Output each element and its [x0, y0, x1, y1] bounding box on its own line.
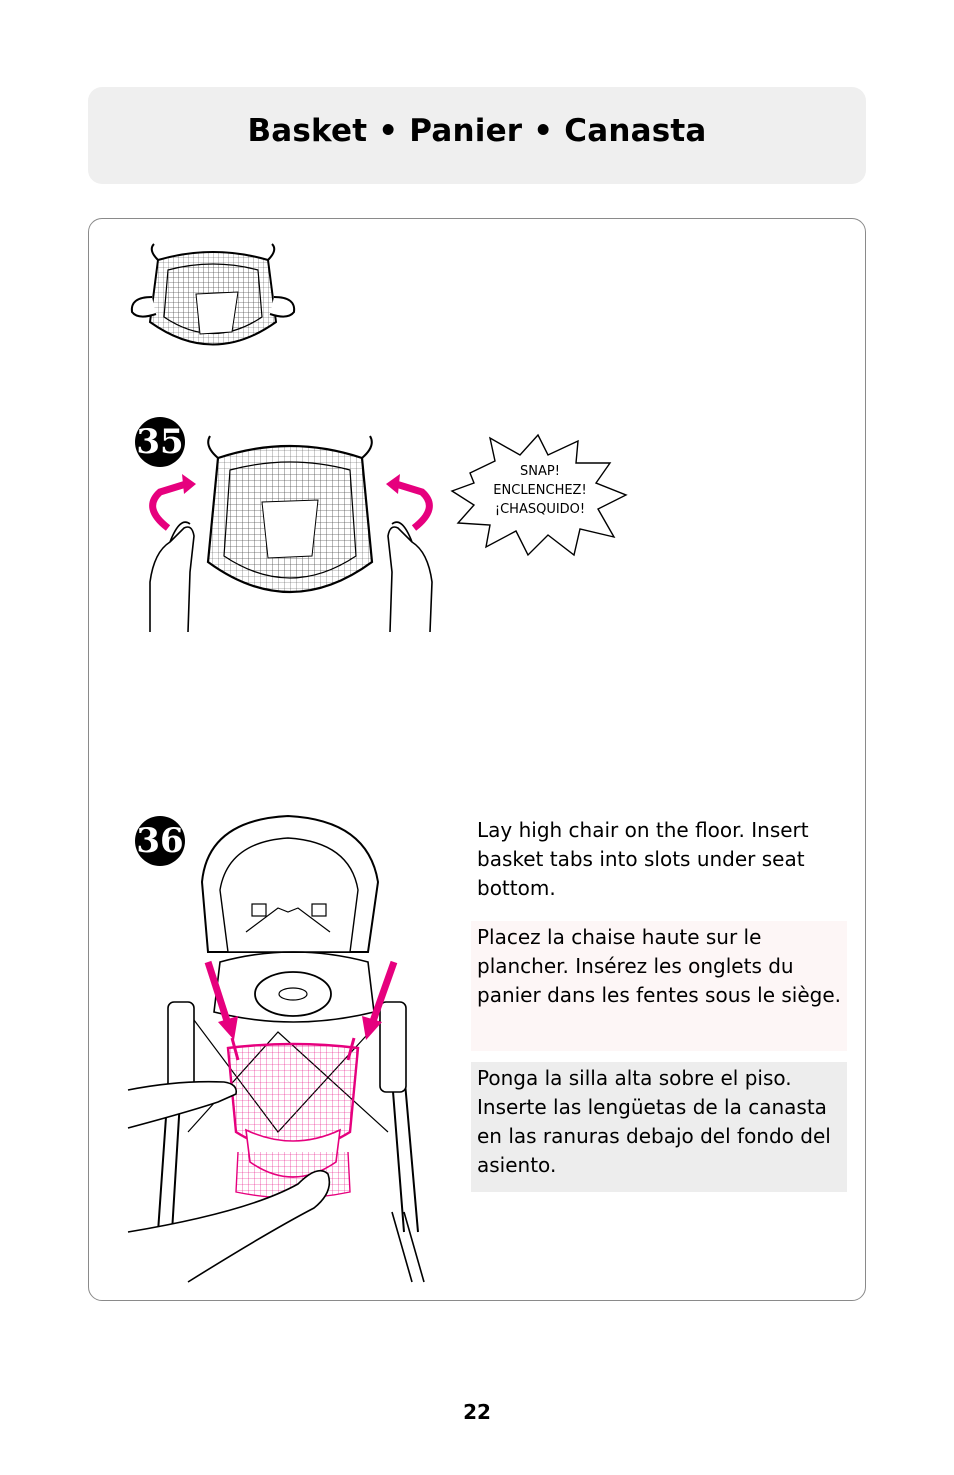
instruction-spanish: Ponga la silla alta sobre el piso. Inserte las lengüetas de la canasta en las ranuras debajo del fondo del asiento.	[471, 1062, 847, 1192]
step-35-badge: 35	[135, 417, 185, 467]
snap-line-fr: ENCLENCHEZ!	[493, 483, 587, 498]
basket-overview-illustration	[128, 242, 298, 362]
page-number: 22	[463, 1400, 491, 1424]
step-36-illustration	[128, 812, 446, 1282]
instruction-english: Lay high chair on the floor. Insert basket tabs into slots under seat bottom.	[477, 818, 809, 900]
title-banner	[88, 87, 866, 184]
page-title: Basket • Panier • Canasta	[247, 113, 707, 149]
snap-line-en: SNAP!	[520, 464, 560, 479]
snap-callout-text	[450, 462, 630, 519]
step-35-illustration	[140, 432, 440, 632]
step-36-badge: 36	[135, 816, 185, 866]
instruction-french: Placez la chaise haute sur le plancher. Insérez les onglets du panier dans les fentes sous le siège.	[471, 921, 847, 1051]
snap-line-es: ¡CHASQUIDO!	[494, 502, 586, 517]
